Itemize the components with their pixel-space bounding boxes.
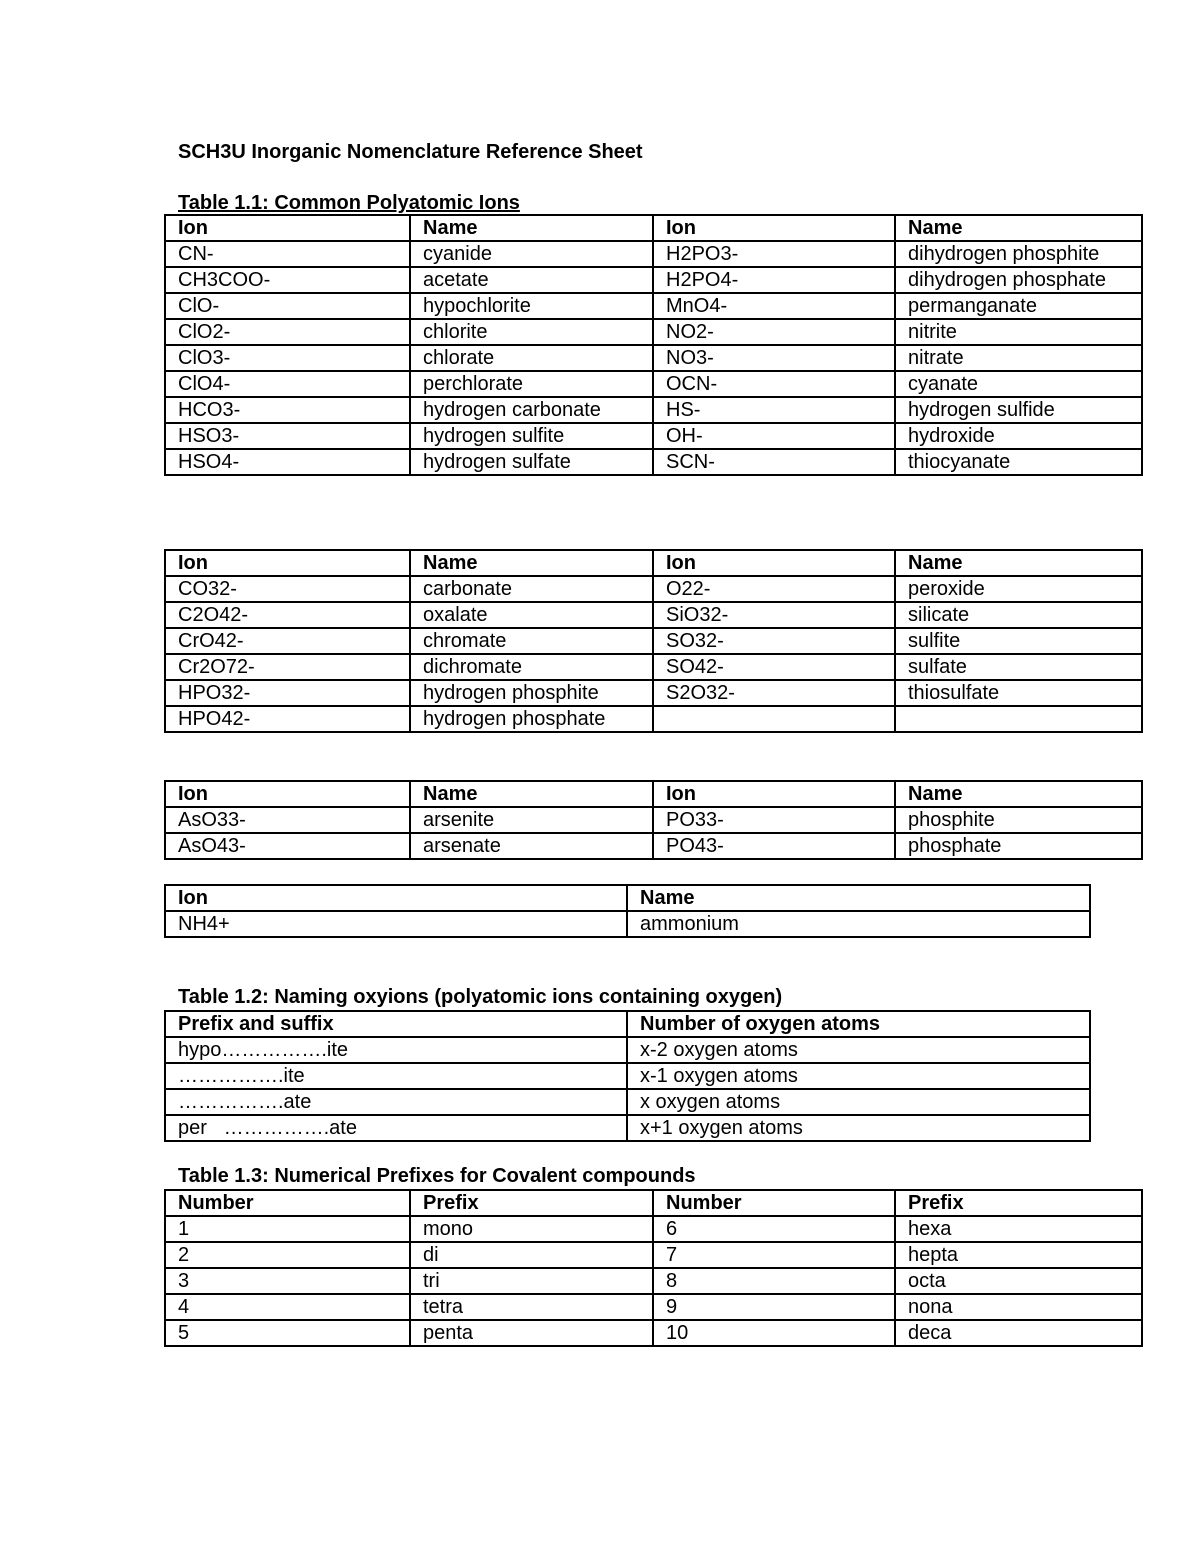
table-row xyxy=(165,293,1142,319)
prefix-cell: hepta xyxy=(895,1242,1142,1268)
name-cell: dihydrogen phosphate xyxy=(895,267,1142,293)
name-cell: phosphate xyxy=(895,833,1142,859)
number-cell: 1 xyxy=(165,1216,410,1242)
ion-cell: HCO3- xyxy=(165,397,410,423)
name-cell: arsenite xyxy=(410,807,653,833)
name-cell: oxalate xyxy=(410,602,653,628)
name-cell: chromate xyxy=(410,628,653,654)
number-cell: 6 xyxy=(653,1216,895,1242)
name-cell: hydrogen sulfide xyxy=(895,397,1142,423)
header-cell: Ion xyxy=(165,885,627,911)
header-cell: Name xyxy=(895,781,1142,807)
name-cell: acetate xyxy=(410,267,653,293)
oxygen-count-cell: x oxygen atoms xyxy=(627,1089,1090,1115)
ion-cell: HSO4- xyxy=(165,449,410,475)
table-header-row xyxy=(165,781,1142,807)
ion-cell: SiO32- xyxy=(653,602,895,628)
prefix-cell: hexa xyxy=(895,1216,1142,1242)
polyatomic-ions-table-c xyxy=(164,780,1143,860)
header-cell: Name xyxy=(410,215,653,241)
table-row xyxy=(165,1268,1142,1294)
ion-cell: NO2- xyxy=(653,319,895,345)
table-row xyxy=(165,807,1142,833)
ion-cell xyxy=(653,706,895,732)
header-cell: Name xyxy=(895,215,1142,241)
ion-cell: AsO43- xyxy=(165,833,410,859)
table-row xyxy=(165,911,1090,937)
header-cell: Name xyxy=(410,781,653,807)
name-cell: nitrate xyxy=(895,345,1142,371)
name-cell: sulfate xyxy=(895,654,1142,680)
name-cell: perchlorate xyxy=(410,371,653,397)
ion-cell: PO43- xyxy=(653,833,895,859)
name-cell: nitrite xyxy=(895,319,1142,345)
ion-cell: HPO42- xyxy=(165,706,410,732)
header-cell: Prefix xyxy=(410,1190,653,1216)
table-row xyxy=(165,602,1142,628)
number-cell: 10 xyxy=(653,1320,895,1346)
ion-cell: SO32- xyxy=(653,628,895,654)
prefix-cell: tetra xyxy=(410,1294,653,1320)
ion-cell: CN- xyxy=(165,241,410,267)
prefix-cell: nona xyxy=(895,1294,1142,1320)
table-row xyxy=(165,1063,1090,1089)
ion-cell: OH- xyxy=(653,423,895,449)
name-cell: peroxide xyxy=(895,576,1142,602)
ion-cell: OCN- xyxy=(653,371,895,397)
oxygen-count-cell: x-1 oxygen atoms xyxy=(627,1063,1090,1089)
prefix-cell: deca xyxy=(895,1320,1142,1346)
prefix-suffix-cell: hypo…………….ite xyxy=(165,1037,627,1063)
table-row xyxy=(165,680,1142,706)
ion-cell: S2O32- xyxy=(653,680,895,706)
header-cell: Name xyxy=(410,550,653,576)
polyatomic-ions-table-b xyxy=(164,549,1143,733)
page-title: SCH3U Inorganic Nomenclature Reference Sheet xyxy=(178,141,643,163)
table-row xyxy=(165,654,1142,680)
ion-cell: Cr2O72- xyxy=(165,654,410,680)
ion-cell: AsO33- xyxy=(165,807,410,833)
polyatomic-ions-table-a xyxy=(164,214,1143,476)
name-cell: hydrogen phosphate xyxy=(410,706,653,732)
name-cell: dihydrogen phosphite xyxy=(895,241,1142,267)
name-cell: cyanate xyxy=(895,371,1142,397)
name-cell: arsenate xyxy=(410,833,653,859)
table-row xyxy=(165,1037,1090,1063)
ion-cell: HS- xyxy=(653,397,895,423)
table-header-row xyxy=(165,215,1142,241)
prefix-suffix-cell: per …………….ate xyxy=(165,1115,627,1141)
table-row xyxy=(165,423,1142,449)
ion-cell: ClO2- xyxy=(165,319,410,345)
table-row xyxy=(165,1115,1090,1141)
table-row xyxy=(165,1320,1142,1346)
header-cell: Number of oxygen atoms xyxy=(627,1011,1090,1037)
ion-cell: SCN- xyxy=(653,449,895,475)
prefix-cell: penta xyxy=(410,1320,653,1346)
header-cell: Number xyxy=(653,1190,895,1216)
header-cell: Ion xyxy=(165,550,410,576)
ion-cell: H2PO3- xyxy=(653,241,895,267)
number-cell: 4 xyxy=(165,1294,410,1320)
prefix-suffix-cell: …………….ate xyxy=(165,1089,627,1115)
number-cell: 2 xyxy=(165,1242,410,1268)
ion-cell: HSO3- xyxy=(165,423,410,449)
number-cell: 5 xyxy=(165,1320,410,1346)
table-row xyxy=(165,706,1142,732)
ion-cell: CrO42- xyxy=(165,628,410,654)
oxyions-naming-table xyxy=(164,1010,1091,1142)
name-cell: hydroxide xyxy=(895,423,1142,449)
name-cell: carbonate xyxy=(410,576,653,602)
polyatomic-ions-table-d xyxy=(164,884,1091,938)
name-cell: hydrogen sulfate xyxy=(410,449,653,475)
table-row xyxy=(165,1216,1142,1242)
table-1-2-caption: Table 1.2: Naming oxyions (polyatomic ions containing oxygen) xyxy=(178,986,783,1008)
ion-cell: C2O42- xyxy=(165,602,410,628)
table-row xyxy=(165,628,1142,654)
header-cell: Ion xyxy=(165,215,410,241)
name-cell: thiosulfate xyxy=(895,680,1142,706)
table-row xyxy=(165,576,1142,602)
table-row xyxy=(165,449,1142,475)
ion-cell: SO42- xyxy=(653,654,895,680)
name-cell: permanganate xyxy=(895,293,1142,319)
table-row xyxy=(165,1242,1142,1268)
header-cell: Ion xyxy=(653,781,895,807)
name-cell: hydrogen phosphite xyxy=(410,680,653,706)
name-cell: cyanide xyxy=(410,241,653,267)
ion-cell: CH3COO- xyxy=(165,267,410,293)
name-cell: ammonium xyxy=(627,911,1090,937)
table-header-row xyxy=(165,1190,1142,1216)
prefix-cell: di xyxy=(410,1242,653,1268)
table-row xyxy=(165,345,1142,371)
header-cell: Ion xyxy=(653,215,895,241)
ion-cell: CO32- xyxy=(165,576,410,602)
ion-cell: H2PO4- xyxy=(653,267,895,293)
name-cell: silicate xyxy=(895,602,1142,628)
header-cell: Name xyxy=(895,550,1142,576)
name-cell: chlorate xyxy=(410,345,653,371)
header-cell: Ion xyxy=(165,781,410,807)
ion-cell: ClO4- xyxy=(165,371,410,397)
oxygen-count-cell: x+1 oxygen atoms xyxy=(627,1115,1090,1141)
table-row xyxy=(165,1294,1142,1320)
table-1-1-caption: Table 1.1: Common Polyatomic Ions xyxy=(178,192,520,214)
prefix-cell: tri xyxy=(410,1268,653,1294)
name-cell: chlorite xyxy=(410,319,653,345)
ion-cell: MnO4- xyxy=(653,293,895,319)
number-cell: 7 xyxy=(653,1242,895,1268)
name-cell: sulfite xyxy=(895,628,1142,654)
prefix-cell: mono xyxy=(410,1216,653,1242)
table-row xyxy=(165,241,1142,267)
name-cell: dichromate xyxy=(410,654,653,680)
ion-cell: HPO32- xyxy=(165,680,410,706)
table-header-row xyxy=(165,1011,1090,1037)
name-cell: thiocyanate xyxy=(895,449,1142,475)
ion-cell: ClO3- xyxy=(165,345,410,371)
prefix-cell: octa xyxy=(895,1268,1142,1294)
table-row xyxy=(165,319,1142,345)
name-cell: hydrogen sulfite xyxy=(410,423,653,449)
ion-cell: ClO- xyxy=(165,293,410,319)
header-cell: Number xyxy=(165,1190,410,1216)
header-cell: Ion xyxy=(653,550,895,576)
name-cell: hypochlorite xyxy=(410,293,653,319)
table-row xyxy=(165,371,1142,397)
prefix-suffix-cell: …………….ite xyxy=(165,1063,627,1089)
table-1-3-caption: Table 1.3: Numerical Prefixes for Covalent compounds xyxy=(178,1165,696,1187)
ion-cell: PO33- xyxy=(653,807,895,833)
name-cell xyxy=(895,706,1142,732)
ion-cell: NH4+ xyxy=(165,911,627,937)
ion-cell: NO3- xyxy=(653,345,895,371)
name-cell: hydrogen carbonate xyxy=(410,397,653,423)
number-cell: 3 xyxy=(165,1268,410,1294)
table-header-row xyxy=(165,550,1142,576)
number-cell: 9 xyxy=(653,1294,895,1320)
ion-cell: O22- xyxy=(653,576,895,602)
numerical-prefixes-table xyxy=(164,1189,1143,1347)
number-cell: 8 xyxy=(653,1268,895,1294)
name-cell: phosphite xyxy=(895,807,1142,833)
table-row xyxy=(165,1089,1090,1115)
table-row xyxy=(165,267,1142,293)
oxygen-count-cell: x-2 oxygen atoms xyxy=(627,1037,1090,1063)
header-cell: Prefix xyxy=(895,1190,1142,1216)
header-cell: Name xyxy=(627,885,1090,911)
table-header-row xyxy=(165,885,1090,911)
header-cell: Prefix and suffix xyxy=(165,1011,627,1037)
table-row xyxy=(165,833,1142,859)
table-row xyxy=(165,397,1142,423)
